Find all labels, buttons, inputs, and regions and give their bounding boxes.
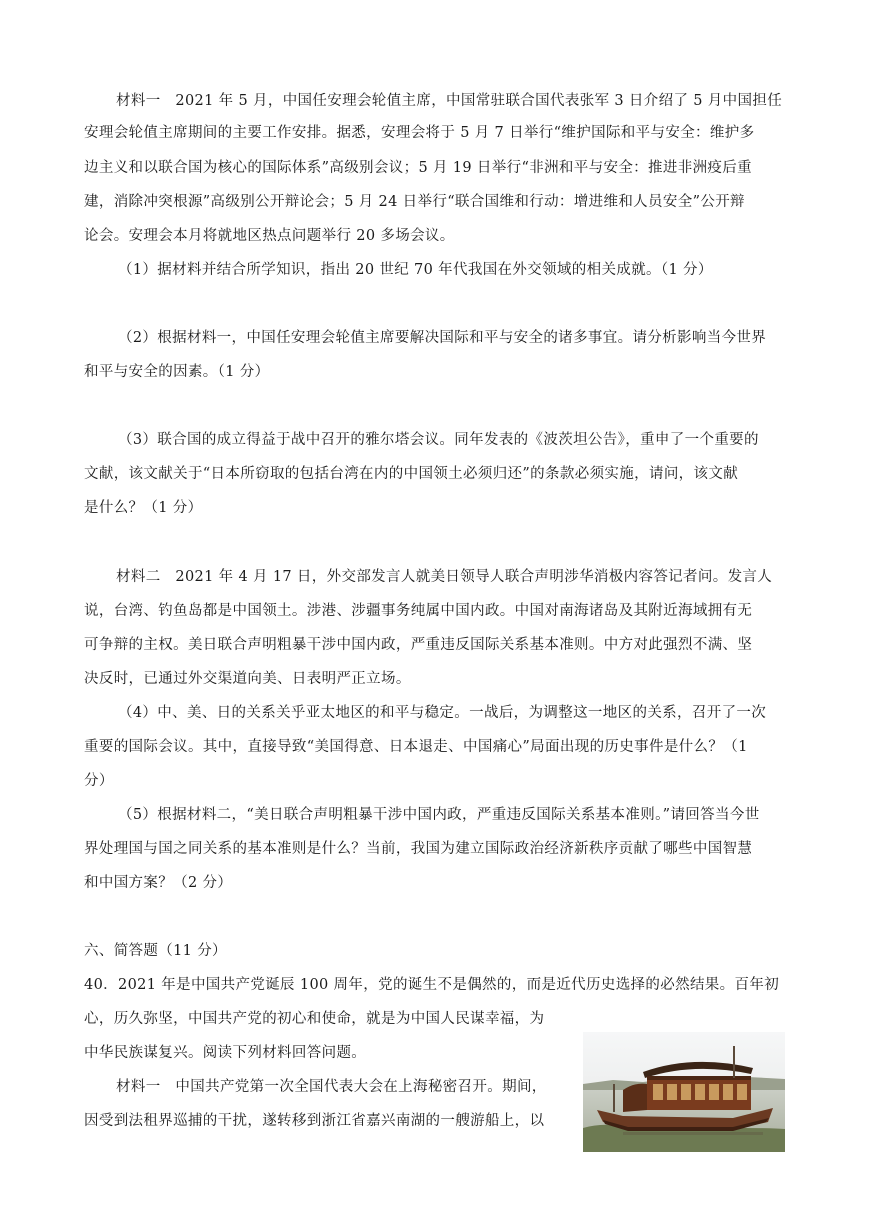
question-40-line1: 40．2021 年是中国共产党诞辰 100 周年，党的诞生不是偶然的，而是近代历史选择的必然结果。百年初: [84, 977, 780, 993]
question-2-line2: 和平与安全的因素。（1 分）: [84, 364, 270, 380]
question-5-line3: 和中国方案？（2 分）: [84, 875, 233, 891]
material2-line3: 可争辩的主权。美日联合声明粗暴干涉中国内政，严重违反国际关系基本准则。中方对此强烈不满、坚: [84, 637, 753, 653]
question-3-line3: 是什么？（1 分）: [84, 500, 203, 516]
material2-line4: 决反时，已通过外交渠道向美、日表明严正立场。: [84, 671, 411, 687]
material1-line3: 边主义和以联合国为核心的国际体系”高级别会议；5 月 19 日举行“非洲和平与安全：推进非洲疫后重: [84, 160, 752, 176]
question-40-line2: 心，历久弥坚，中国共产党的初心和使命，就是为中国人民谋幸福，为: [84, 1011, 545, 1027]
material2-line2: 说，台湾、钓鱼岛都是中国领土。涉港、涉疆事务纯属中国内政。中国对南海诸岛及其附近海域拥有无: [84, 603, 753, 619]
red-boat-photo: [583, 1032, 785, 1152]
question-3-line2: 文献，该文献关于“日本所窃取的包括台湾在内的中国领土必须归还”的条款必须实施，请问，该文献: [84, 466, 739, 482]
material3-line2: 因受到法租界巡捕的干扰，遂转移到浙江省嘉兴南湖的一艘游船上，以: [84, 1113, 545, 1129]
question-5-line1: （5）根据材料二，“美日联合声明粗暴干涉中国内政，严重违反国际关系基本准则。”请回答当今世: [118, 807, 760, 823]
question-1: （1）据材料并结合所学知识，指出 20 世纪 70 年代我国在外交领域的相关成就。（1 分）: [118, 262, 713, 278]
material1-line1: 材料一 2021 年 5 月，中国任安理会轮值主席，中国常驻联合国代表张军 3 日介绍了 5 月中国担任: [116, 93, 783, 109]
question-2-line1: （2）根据材料一，中国任安理会轮值主席要解决国际和平与安全的诸多事宜。请分析影响当今世界: [118, 330, 767, 346]
section-six-heading: 六、简答题（11 分）: [84, 943, 227, 959]
material2-line1: 材料二 2021 年 4 月 17 日，外交部发言人就美日领导人联合声明涉华消极内容答记者问。发言人: [116, 569, 773, 585]
material1-line5: 论会。安理会本月将就地区热点问题举行 20 多场会议。: [84, 228, 455, 244]
question-3-line1: （3）联合国的成立得益于战中召开的雅尔塔会议。同年发表的《波茨坦公告》，重申了一个重要的: [118, 432, 759, 448]
question-5-line2: 界处理国与国之同关系的基本准则是什么？当前，我国为建立国际政治经济新秩序贡献了哪些中国智慧: [84, 841, 753, 857]
material3-line1: 材料一 中国共产党第一次全国代表大会在上海秘密召开。期间，: [116, 1079, 547, 1095]
question-4-line3: 分）: [84, 773, 114, 789]
question-4-line2: 重要的国际会议。其中，直接导致“美国得意、日本退走、中国痛心”局面出现的历史事件是什么？（1: [84, 739, 748, 755]
material1-line4: 建，消除冲突根源”高级别公开辩论会；5 月 24 日举行“联合国维和行动：增进维和人员安全”公开辩: [84, 194, 745, 210]
question-4-line1: （4）中、美、日的关系关乎亚太地区的和平与稳定。一战后，为调整这一地区的关系，召开了一次: [118, 705, 767, 721]
question-40-line3: 中华民族谋复兴。阅读下列材料回答问题。: [84, 1045, 367, 1061]
material1-line2: 安理会轮值主席期间的主要工作安排。据悉，安理会将于 5 月 7 日举行“维护国际和平与安全：维护多: [84, 125, 755, 141]
